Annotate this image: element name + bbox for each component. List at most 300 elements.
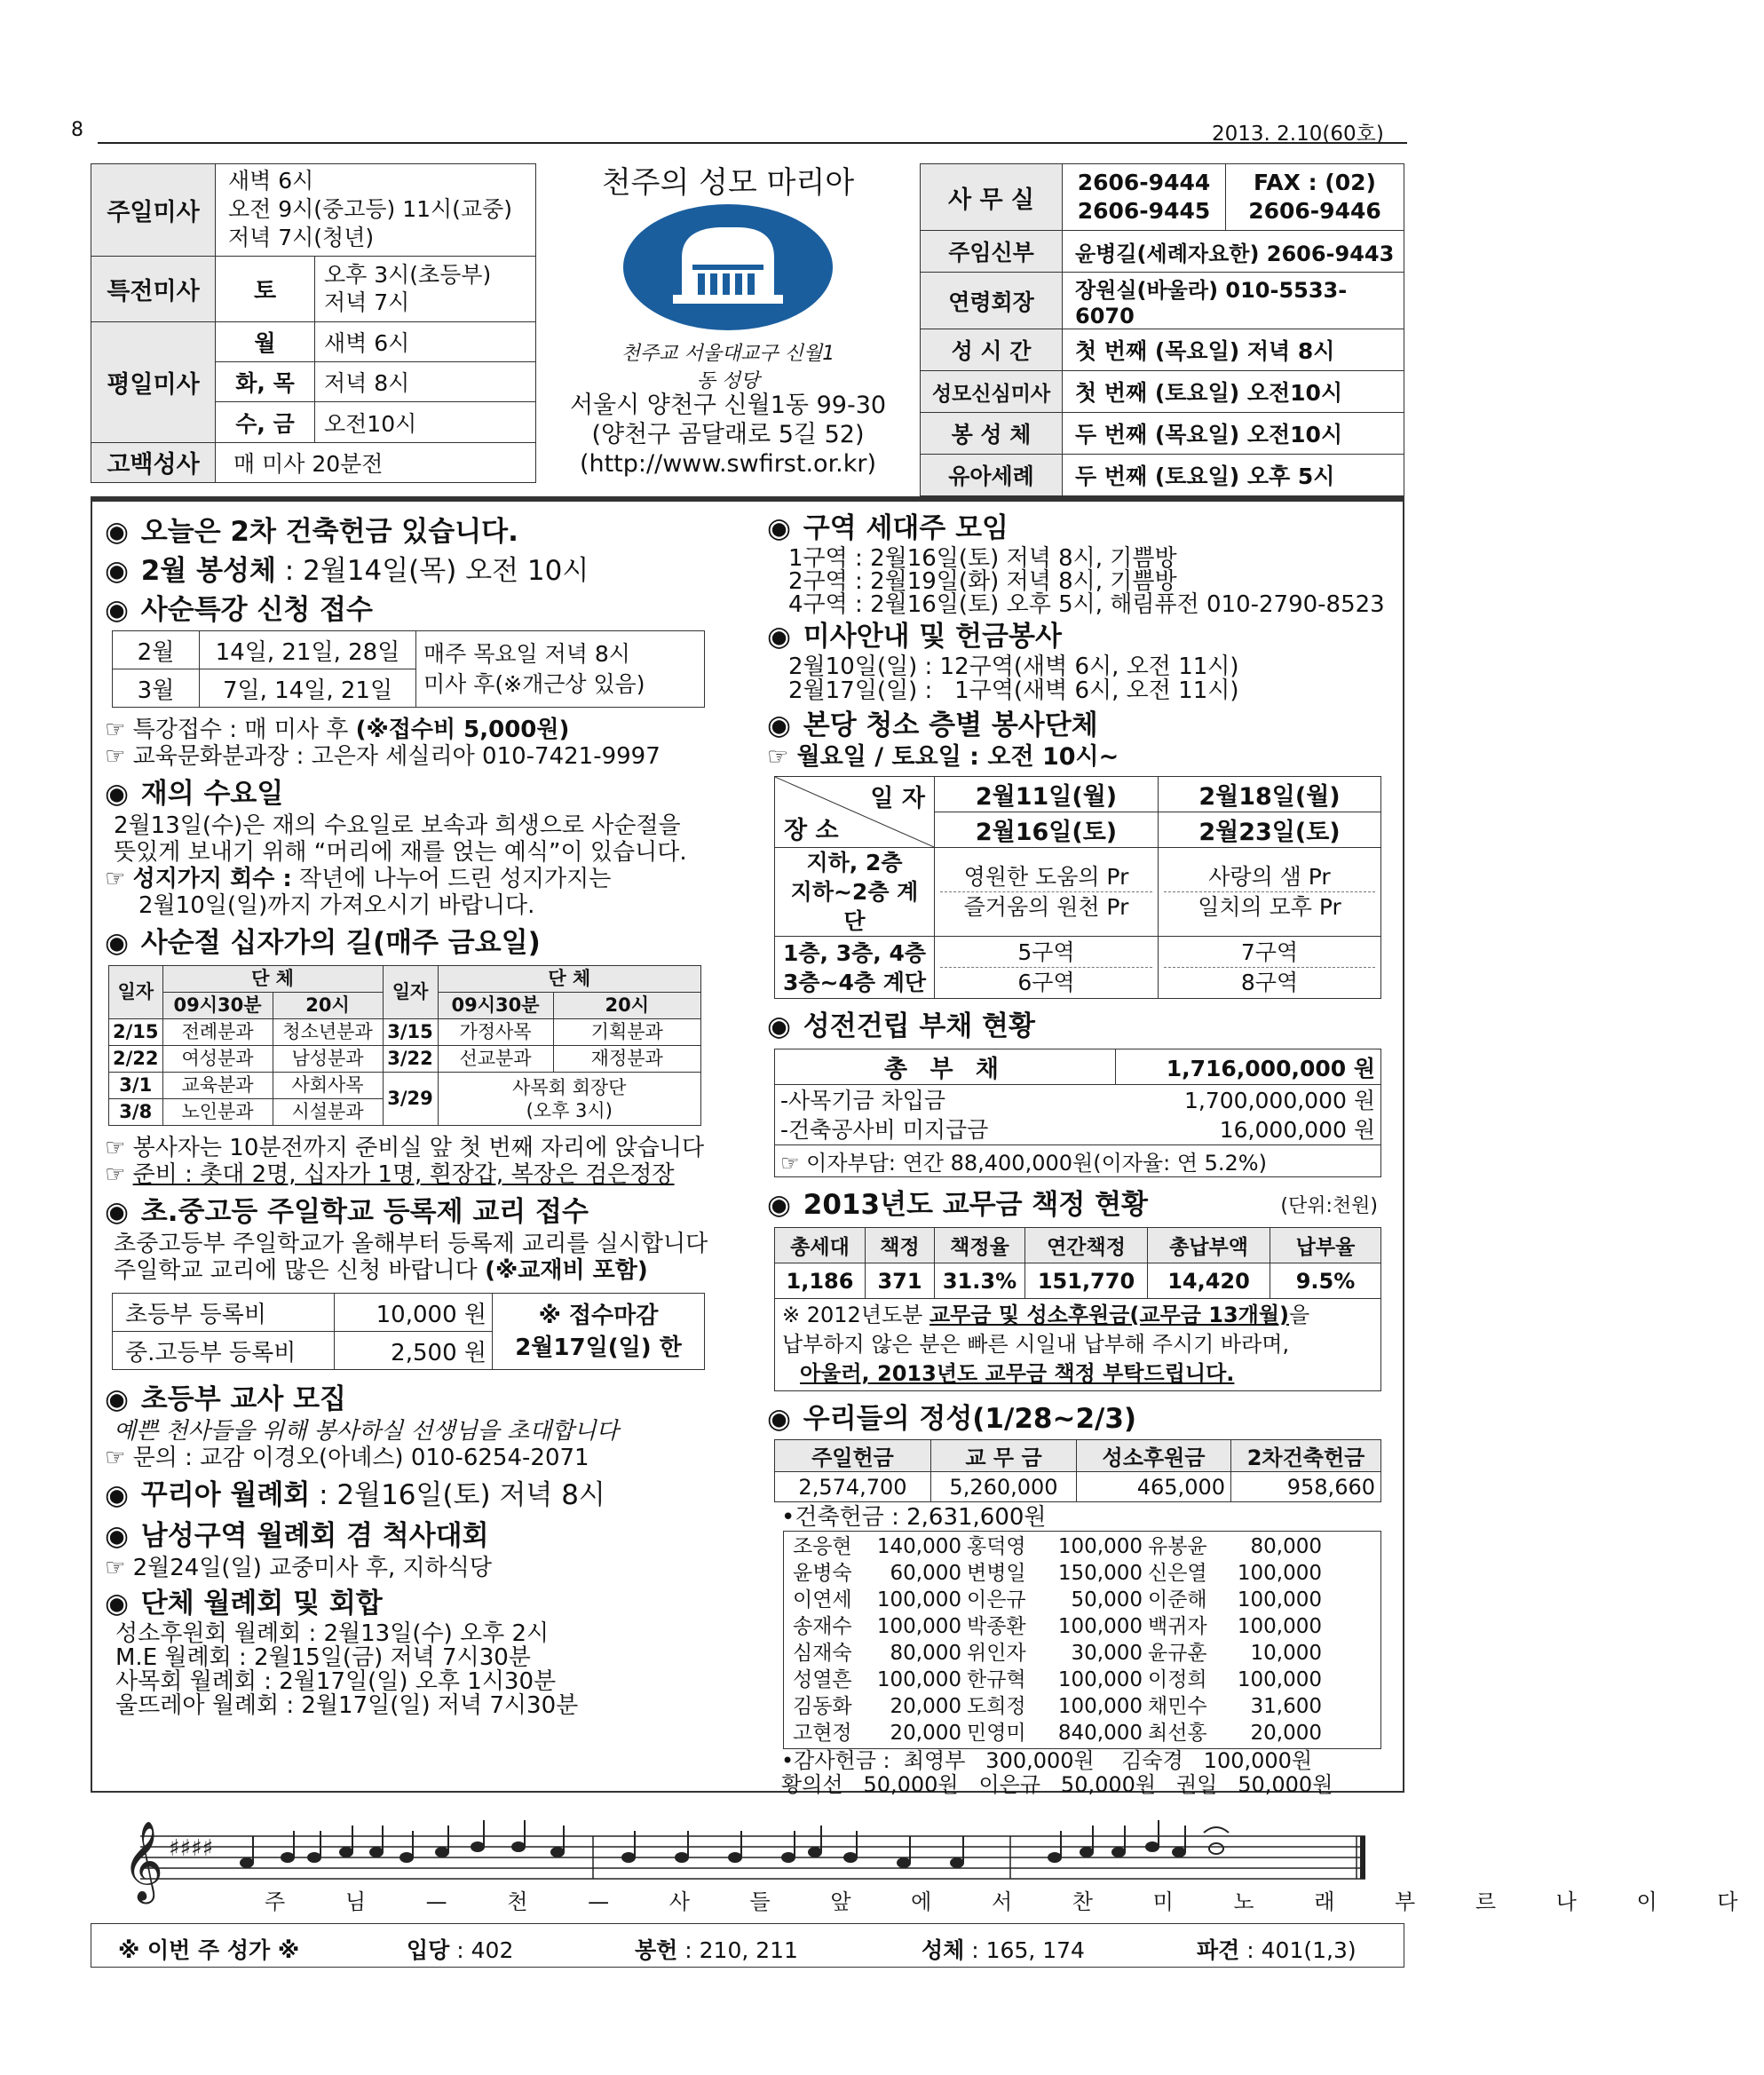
lecture-note-line: 미사 후(※개근상 있음) [423, 670, 645, 697]
section-title: 꾸리아 월례회 [140, 1479, 311, 1511]
church-seal-text: 천주교 서울대교구 신월1동 성당 [621, 343, 835, 392]
debt-item-label: -건축공사비 미지급금 [780, 1116, 989, 1143]
office-fax [1226, 164, 1404, 231]
dues-table [774, 1227, 1381, 1391]
text: •건축헌금 : [781, 1504, 899, 1531]
way-date: 3/22 [383, 1046, 438, 1073]
note-head [240, 1857, 254, 1868]
lecture-note-line: 매주 목요일 저녁 8시 [423, 640, 630, 667]
header-date: 일 자 [870, 785, 925, 812]
debt-amounts [1116, 1085, 1381, 1145]
hymn-bar [91, 1923, 1404, 1968]
way-group: 여성분과 [162, 1046, 273, 1073]
section-title: 단체 월례회 및 회합 [140, 1588, 383, 1620]
debt-interest [775, 1145, 1381, 1177]
leaders-time: (오후 3시) [526, 1099, 613, 1121]
ash-line: 뜻있게 보내기 위해 “머리에 재를 얹는 예식”이 있습니다. [114, 839, 687, 866]
office-row-label: 유아세례 [921, 455, 1063, 496]
section-way-of-cross: ◉ 사순절 십자가의 길(매주 금요일) [105, 927, 541, 959]
offering-value: 958,660 [1231, 1472, 1381, 1502]
text: 을 [1288, 1303, 1310, 1327]
deadline-label: ※ 접수마감 [538, 1302, 659, 1329]
right-column [767, 510, 1394, 1797]
note-head [511, 1841, 526, 1852]
note-head [1172, 1847, 1186, 1857]
fax-number: 2606-9446 [1248, 198, 1381, 224]
cleaning-place [775, 848, 935, 937]
section-debt: ◉ 성전건립 부채 현황 [767, 1010, 1035, 1042]
section-group-meetings: ◉ 단체 월례회 및 회합 [105, 1588, 383, 1620]
donor-amount: 100,000 [1237, 1615, 1322, 1638]
way-group: 남성분과 [273, 1046, 383, 1073]
way-header-group: 단 체 [438, 966, 700, 993]
dues-header: 책정 [866, 1228, 935, 1263]
dues-value: 14,420 [1148, 1263, 1270, 1299]
header-rule [98, 142, 1407, 144]
section-mens-meeting: ◉ 남성구역 월례회 겸 척사대회 [105, 1520, 489, 1552]
value: : 402 [449, 1937, 514, 1963]
lecture-dates: 7일, 14일, 21일 [200, 669, 416, 708]
donor-name: 성열흔 [793, 1668, 852, 1691]
cleaning-group [935, 937, 1159, 999]
service-line: 2월10일(일) : 12구역(새벽 6시, 오전 11시) [788, 653, 1239, 680]
key-signature-icon: ♯♯♯♯ [169, 1835, 214, 1862]
section-text: : 2월14일(목) 오전 10시 [275, 555, 589, 587]
way-header-date: 일자 [109, 966, 163, 1019]
note-head [1145, 1841, 1159, 1852]
label: 봉헌 [635, 1937, 678, 1963]
note-head [950, 1857, 964, 1868]
donor-amount: 50,000 [1071, 1588, 1143, 1612]
special-line: 오후 3시(초등부) [324, 262, 492, 289]
household-line: 4구역 : 2월16일(토) 오후 5시, 해림퓨전 010-2790-8523 [788, 591, 1385, 618]
way-group: 청소년분과 [273, 1019, 383, 1046]
cleaning-group [935, 848, 1159, 937]
meeting-line: 성소후원회 월례회 : 2월13일(수) 오후 2시 [115, 1620, 550, 1647]
section-title: 2월 봉성체 [140, 555, 276, 587]
household-line: 2구역 : 2월19일(화) 저녁 8시, 기쁨방 [788, 568, 1177, 595]
building-fund-total [767, 1504, 1394, 1531]
lecture-dates: 14일, 21일, 28일 [200, 631, 416, 669]
office-row-label: 주임신부 [921, 231, 1063, 273]
church-logo-icon [621, 202, 835, 332]
way-date: 3/29 [383, 1073, 438, 1126]
donor-amount: 10,000 [1250, 1642, 1322, 1665]
confession-label: 고백성사 [91, 442, 216, 482]
weekday-time: 오전10시 [315, 402, 536, 442]
dues-header: 납부율 [1270, 1228, 1381, 1263]
note-head [281, 1852, 295, 1863]
dues-value: 9.5% [1270, 1263, 1381, 1299]
cleaning-group [1159, 848, 1381, 937]
hymn-title: ※ 이번 주 성가 ※ [118, 1937, 300, 1963]
group-line: 일치의 모후 Pr [1164, 891, 1375, 922]
section-lent-lecture: ◉ 사순특강 신청 접수 [105, 594, 373, 626]
office-row-value: 윤병길(세례자요한) 2606-9443 [1063, 231, 1404, 273]
note-head [471, 1841, 485, 1852]
donor-name: 이연세 [793, 1588, 852, 1612]
cleaning-table [774, 776, 1381, 999]
dues-value: 151,770 [1025, 1263, 1148, 1299]
office-row-value: 첫 번째 (목요일) 저녁 8시 [1063, 329, 1404, 371]
fee-value: 10,000 원 [335, 1294, 493, 1332]
debt-items [775, 1085, 1116, 1145]
way-note [105, 1135, 779, 1161]
way-header-time: 20시 [553, 993, 700, 1019]
donor-amount: 150,000 [1057, 1562, 1143, 1585]
donor-row [793, 1613, 1372, 1640]
special-mass-day: 토 [216, 256, 315, 321]
donor-amount: 100,000 [1057, 1535, 1143, 1558]
note-head [728, 1852, 742, 1863]
hymn-entrance [407, 1933, 513, 1965]
notice-communion-visit: ◉ 2월 봉성체 : 2월14일(목) 오전 10시 [105, 555, 589, 587]
way-group-leaders [438, 1073, 700, 1126]
donor-name: 신은열 [1148, 1562, 1207, 1585]
label: 파견 [1197, 1937, 1240, 1963]
way-date: 2/22 [109, 1046, 163, 1073]
debt-total: 1,716,000,000 원 [1116, 1049, 1381, 1085]
way-group: 사회사목 [273, 1073, 383, 1099]
donor-amount: 30,000 [1071, 1642, 1143, 1665]
offering-header: 성소후원금 [1077, 1440, 1231, 1472]
fee-deadline [493, 1294, 705, 1370]
weekday-day: 월 [216, 321, 315, 361]
offering-header: 2차건축헌금 [1231, 1440, 1381, 1472]
cleaning-group [1159, 937, 1381, 999]
cleaning-header-cell [775, 777, 935, 848]
donor-name: 김동화 [793, 1695, 852, 1718]
school-line [105, 1257, 779, 1284]
group-line: 8구역 [1164, 967, 1375, 997]
donor-name: 송재수 [793, 1615, 852, 1638]
household-line: 1구역 : 2월16일(토) 저녁 8시, 기쁨방 [788, 545, 1177, 572]
place-line: 3층~4층 계단 [782, 969, 927, 995]
hymn-offertory [635, 1933, 798, 1965]
donor-row [793, 1667, 1372, 1693]
donor-row [793, 1693, 1372, 1720]
dues-header: 책정율 [935, 1228, 1025, 1263]
weekday-mass-label: 평일미사 [91, 321, 216, 442]
section-curia: ◉ 꾸리아 월례회 : 2월16일(토) 저녁 8시 [105, 1479, 605, 1511]
donor-row [793, 1560, 1372, 1587]
website-link[interactable]: (http://www.swfirst.or.kr) [579, 450, 877, 478]
dues-header: 연간책정 [1025, 1228, 1148, 1263]
way-group: 가정사목 [438, 1019, 553, 1046]
phone: 2606-9445 [1077, 198, 1211, 224]
lecture-note [416, 631, 705, 708]
donor-name: 변병일 [967, 1562, 1026, 1585]
section-title: 우리들의 정성(1/28~2/3) [803, 1403, 1137, 1435]
note-head [339, 1847, 353, 1857]
content-top-rule [91, 498, 1404, 502]
donor-name: 윤규훈 [1148, 1642, 1207, 1665]
lecture-fee [105, 717, 779, 743]
dues-header: 총세대 [775, 1228, 866, 1263]
sunday-line: 저녁 7시(청년) [228, 225, 375, 251]
mens-meeting-line [105, 1555, 779, 1581]
note-head [808, 1847, 822, 1857]
way-group: 교육분과 [162, 1073, 273, 1099]
note-head [1080, 1847, 1094, 1857]
office-row-value: 두 번째 (토요일) 오후 5시 [1063, 455, 1404, 496]
way-header-date: 일자 [383, 966, 438, 1019]
section-household-meeting: ◉ 구역 세대주 모임 [767, 512, 1009, 544]
donor-list [783, 1531, 1381, 1749]
debt-item-value: 16,000,000 원 [1219, 1116, 1375, 1143]
group-line: 영원한 도움의 Pr [963, 864, 1129, 890]
place-line: 1층, 3층, 4층 [782, 939, 927, 966]
note-head [781, 1852, 795, 1863]
way-group: 전례분과 [162, 1019, 273, 1046]
section-title: 재의 수요일 [140, 778, 284, 810]
donor-amount: 20,000 [1250, 1722, 1322, 1745]
debt-item-label: -사목기금 차입금 [780, 1087, 946, 1113]
donor-name: 민영미 [967, 1722, 1026, 1745]
road-address: (양천구 곰달래로 5길 52) [591, 421, 865, 448]
text: 작년에 나누어 드린 성지가지는 [291, 866, 612, 892]
thanks-line: •감사헌금 : 최영부 300,000원 김숙경 100,000원 [781, 1748, 1313, 1773]
section-title: 사순특강 신청 접수 [140, 594, 373, 626]
donor-amount: 60,000 [890, 1562, 961, 1585]
weekday-day: 수, 금 [216, 402, 315, 442]
cleaning-col-date: 2월11일(월) [935, 777, 1159, 812]
donor-name: 채민수 [1148, 1695, 1207, 1718]
section-title: 사순절 십자가의 길(매주 금요일) [140, 927, 541, 959]
donor-row [793, 1533, 1372, 1560]
dues-value: 1,186 [775, 1263, 866, 1299]
donor-name: 고현정 [793, 1722, 852, 1745]
donor-amount: 100,000 [1057, 1668, 1143, 1691]
pointer-icon: ☞ [780, 1151, 800, 1176]
leaders-line: 사목회 회장단 [512, 1076, 627, 1098]
service-line: 2월17일(일) : 1구역(새벽 6시, 오전 11시) [788, 677, 1239, 704]
fee-label: 중.고등부 등록비 [113, 1332, 335, 1370]
way-group: 시설분과 [273, 1099, 383, 1126]
office-phones [1063, 164, 1226, 231]
cleaning-col-date: 2월18일(월) [1159, 777, 1381, 812]
offering-header: 주일헌금 [775, 1440, 931, 1472]
notice-2nd-collection: ◉ 오늘은 2차 건축헌금 있습니다. [105, 516, 518, 548]
note-head [897, 1857, 911, 1868]
text: 월요일 / 토요일 : 오전 10시~ [796, 743, 1119, 771]
donor-amount: 80,000 [1250, 1535, 1322, 1558]
office-row-label: 봉 성 체 [921, 413, 1063, 455]
teacher-line: 예쁜 천사들을 위해 봉사하실 선생님을 초대합니다 [114, 1418, 619, 1445]
note-head [1048, 1852, 1062, 1863]
donor-amount: 100,000 [1057, 1695, 1143, 1718]
section-text: : 2월16일(토) 저녁 8시 [310, 1479, 605, 1511]
text-bold: (※교재비 포함) [485, 1257, 648, 1284]
note-head [1111, 1847, 1126, 1857]
hymn-dismissal [1197, 1933, 1357, 1965]
debt-total-label: 총 부 채 [775, 1049, 1116, 1085]
sunday-mass-label: 주일미사 [91, 164, 216, 257]
left-column [105, 513, 779, 1718]
page-number: 8 [71, 119, 83, 141]
donor-amount: 80,000 [890, 1642, 961, 1665]
text: 이자부담: 연간 88,400,000원(이자율: 연 5.2%) [806, 1151, 1267, 1176]
church-address [550, 391, 906, 479]
text: 2월24일(일) 교중미사 후, 지하식당 [132, 1555, 492, 1581]
weekday-time: 저녁 8시 [315, 362, 536, 402]
donor-name: 도희정 [967, 1695, 1026, 1718]
place-line: 지하, 2층 [806, 850, 903, 875]
way-date: 2/15 [109, 1019, 163, 1046]
section-dues: ◉ 2013년도 교무금 책정 현황 (단위:천원) [767, 1186, 1394, 1224]
way-header-time: 09시30분 [162, 993, 273, 1019]
way-group: 재정분과 [553, 1046, 700, 1073]
section-ash-wednesday: ◉ 재의 수요일 [105, 778, 284, 810]
note-head [550, 1847, 565, 1857]
lecture-table [112, 630, 705, 708]
way-note [105, 1161, 779, 1188]
donor-amount: 840,000 [1057, 1722, 1143, 1745]
donor-amount: 100,000 [876, 1668, 961, 1691]
dues-header: 총납부액 [1148, 1228, 1270, 1263]
donor-name: 이정희 [1148, 1668, 1207, 1691]
pointer-icon: ☞ [105, 1161, 126, 1188]
label: 입당 [407, 1937, 450, 1963]
way-header-time: 20시 [273, 993, 383, 1019]
dues-value: 371 [866, 1263, 935, 1299]
donor-amount: 100,000 [1237, 1668, 1322, 1691]
donor-name: 조응현 [793, 1535, 852, 1558]
offering-value: 465,000 [1077, 1472, 1231, 1502]
palm-return [105, 866, 779, 892]
donor-name: 유봉윤 [1148, 1535, 1207, 1558]
sunday-line: 오전 9시(중고등) 11시(교중) [228, 196, 512, 223]
phone: 2606-9444 [1077, 170, 1211, 195]
section-title: 구역 세대주 모임 [803, 512, 1009, 544]
offering-table [774, 1439, 1381, 1502]
way-group: 선교분과 [438, 1046, 553, 1073]
section-title: 2013년도 교무금 책정 현황 [803, 1189, 1148, 1221]
section-title: 초등부 교사 모집 [140, 1383, 347, 1415]
donor-row [793, 1720, 1372, 1746]
notice-text: 오늘은 2차 건축헌금 있습니다. [140, 516, 518, 548]
office-label: 사 무 실 [921, 164, 1063, 231]
group-line: 7구역 [1240, 939, 1299, 965]
donor-name: 윤병숙 [793, 1562, 852, 1585]
hymn-communion [922, 1933, 1085, 1965]
thanks-line: 황의선 50,000원 이은규 50,000원 권일 50,000원 [781, 1772, 1333, 1797]
label: 성체 [922, 1937, 965, 1963]
section-offerings: ◉ 우리들의 정성(1/28~2/3) [767, 1403, 1137, 1435]
palm-return-line: 2월10일(일)까지 가져오시기 바랍니다. [138, 892, 535, 919]
pointer-icon: ☞ [105, 717, 126, 743]
fee-label: 초등부 등록비 [113, 1294, 335, 1332]
note-head [435, 1847, 449, 1857]
office-row-label: 연령회장 [921, 273, 1063, 329]
section-teacher-recruit: ◉ 초등부 교사 모집 [105, 1383, 347, 1415]
meeting-line: 울뜨레아 월례회 : 2월17일(일) 저녁 7시30분 [115, 1692, 579, 1719]
donor-amount: 100,000 [1057, 1615, 1143, 1638]
confession-text: 매 미사 20분전 [216, 442, 536, 482]
text: 봉사자는 10분전까지 준비실 앞 첫 번째 자리에 앉습니다 [132, 1135, 705, 1161]
donor-name: 심재숙 [793, 1642, 852, 1665]
note-head [307, 1852, 321, 1863]
value: : 210, 211 [677, 1937, 798, 1963]
donor-name: 이은규 [967, 1588, 1026, 1612]
office-row-label: 성모신심미사 [921, 371, 1063, 413]
text: 문의 : 교감 이경오(아녜스) 010-6254-2071 [132, 1445, 589, 1471]
value: : 165, 174 [964, 1937, 1085, 1963]
special-mass-label: 특전미사 [91, 256, 216, 321]
office-row-value: 첫 번째 (토요일) 오전10시 [1063, 371, 1404, 413]
donor-name: 홍덕영 [967, 1535, 1026, 1558]
special-mass-times [315, 256, 536, 321]
note-head [399, 1852, 414, 1863]
treble-clef-icon: 𝄞 [123, 1821, 164, 1901]
office-row-value: 두 번째 (목요일) 오전10시 [1063, 413, 1404, 455]
donor-amount: 100,000 [1237, 1562, 1322, 1585]
pointer-icon: ☞ [105, 1135, 126, 1161]
hymn-lyrics: 주 님 — 천 — 사 들 앞 에 서 찬 미 노 래 부 르 나 이 다 [265, 1889, 1764, 1914]
group-line: 사랑의 샘 Pr [1208, 864, 1331, 890]
pointer-icon: ☞ [105, 743, 126, 770]
meeting-line: M.E 월례회 : 2월15일(금) 저녁 7시30분 [115, 1644, 531, 1671]
way-date: 3/15 [383, 1019, 438, 1046]
note-head [675, 1852, 689, 1863]
way-group: 노인분과 [162, 1099, 273, 1126]
donor-name: 박종환 [967, 1615, 1026, 1638]
weekday-day: 화, 목 [216, 362, 315, 402]
way-header-group: 단 체 [162, 966, 383, 993]
text: 특강접수 : 매 미사 후 [132, 717, 356, 743]
unit-label: (단위:천원) [1280, 1195, 1378, 1217]
text-bold: 성지가지 회수 : [132, 866, 292, 892]
teacher-contact [105, 1445, 779, 1471]
section-title: 남성구역 월례회 겸 척사대회 [140, 1520, 489, 1552]
address-line: 서울시 양천구 신월1동 99-30 [569, 392, 887, 419]
text: 2,631,600원 [906, 1504, 1047, 1531]
section-title: 성전건립 부채 현황 [803, 1010, 1035, 1042]
sunday-line: 새벽 6시 [228, 168, 314, 194]
donor-row [793, 1640, 1372, 1667]
place-line: 지하~2층 계단 [790, 879, 919, 934]
dues-value: 31.3% [935, 1263, 1025, 1299]
cleaning-col-date: 2월16일(토) [935, 812, 1159, 848]
text: 교육문화분과장 : 고은자 세실리아 010-7421-9997 [132, 743, 661, 770]
text-bold: 교무금 및 성소후원금(교무금 13개월) [929, 1303, 1289, 1327]
pointer-icon: ☞ [767, 743, 789, 771]
note-head [369, 1847, 384, 1857]
church-title: 천주의 성모 마리아 [601, 165, 855, 201]
dues-note-line [782, 1301, 1373, 1330]
way-date: 3/1 [109, 1073, 163, 1099]
weekday-time: 새벽 6시 [315, 321, 536, 361]
ash-line: 2월13일(수)은 재의 수요일로 보속과 희생으로 사순절을 [114, 812, 681, 839]
fax-label: FAX : (02) [1254, 170, 1376, 195]
offering-value: 5,260,000 [931, 1472, 1077, 1502]
meeting-line: 사목회 월례회 : 2월17일(일) 오후 1시30분 [115, 1668, 557, 1695]
lecture-month: 2월 [113, 631, 200, 669]
cleaning-place [775, 937, 935, 999]
donor-amount: 100,000 [876, 1588, 961, 1612]
donor-amount: 140,000 [876, 1535, 961, 1558]
donor-amount: 31,600 [1250, 1695, 1322, 1718]
text: 준비 : 촛대 2명, 십자가 1명, 흰장갑, 복장은 검은정장 [132, 1161, 675, 1188]
section-title: 초.중고등 주일학교 등록제 교리 접수 [140, 1196, 589, 1228]
debt-table [774, 1049, 1381, 1177]
cleaning-col-date: 2월23일(토) [1159, 812, 1381, 848]
note-head [621, 1852, 636, 1863]
section-sunday-school: ◉ 초.중고등 주일학교 등록제 교리 접수 [105, 1196, 589, 1228]
dues-note-line: 납부하지 않은 분은 빠른 시일내 납부해 주시기 바라며, [782, 1332, 1290, 1357]
office-table [920, 163, 1404, 496]
donor-name: 백귀자 [1148, 1615, 1207, 1638]
